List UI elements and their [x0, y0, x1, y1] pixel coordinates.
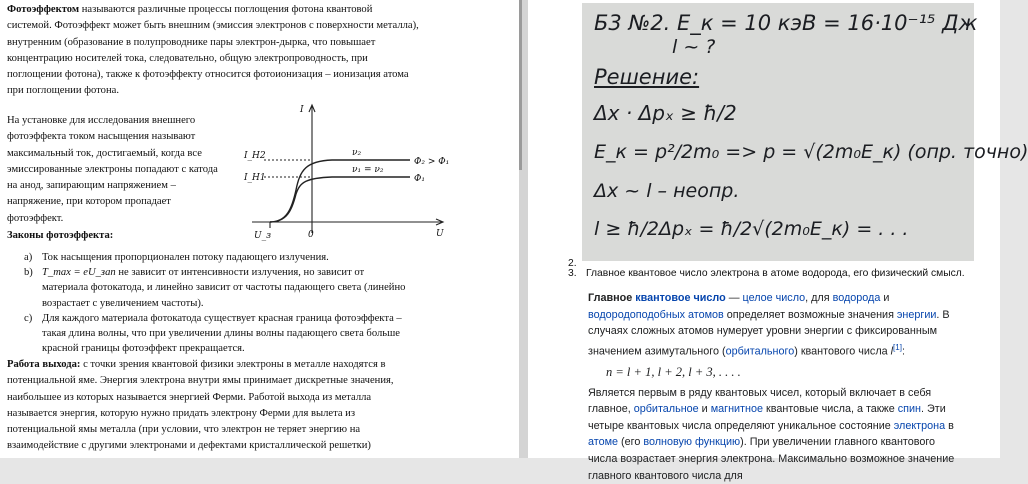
link-hydrogen[interactable]: водорода	[832, 292, 881, 304]
list-marker: a)	[24, 252, 33, 263]
work-text: с точки зрения квантовой физики электроны в металле находятся в потенциальной яме. Энергия электрона внутри ямы принимает дискретные значения, наибольшее из которых называется энергией Ферми. Работой выхода из металла называется энергия, которую нужно придать электрону Ферми для вылета из потенциальной ямы металла (при условии, что электрон не теряет энергию на взаимодействие с другими электронами и дефектами кристаллической решетки)	[7, 359, 394, 452]
board-line-energy: E_к = p²/2m₀ => p = √(2m₀E_к) (опр. точно)	[594, 141, 1028, 163]
wiki-text: ) квантового числа	[794, 345, 888, 358]
laws-heading	[7, 228, 113, 244]
term-work-function: Работа выхода:	[7, 359, 81, 370]
wiki-text: квантовые числа, а также	[765, 403, 895, 416]
board-line-task: Б3 №2. E_к = 10 кэВ = 16·10⁻¹⁵ Дж	[594, 11, 978, 35]
wiki-text: , для	[805, 292, 830, 304]
wiki-text: в	[948, 419, 954, 432]
flux-bottom-label: Φ₁	[414, 174, 425, 184]
wiki-paragraph-1	[588, 290, 966, 360]
curve-mid-label: ν₁ = ν₂	[352, 165, 384, 175]
law-text: Ток насыщения пропорционален потоку падающего излучения.	[42, 252, 329, 263]
intro-text: называются различные процессы поглощения фотона квантовой системой. Фотоэффект может быть внешним (эмиссия электронов с поверхности металла), внутренним (образование в полупроводнике пары электрон-дырка, что повышает концентрацию носителей тока, следовательно, общую электропроводность, при поглощении фотона), также к фотоэффекту относится фотоионизация – ионизация атома при поглощении фотона.	[7, 4, 419, 97]
list-item	[7, 265, 412, 311]
ih2-label: I_H2	[244, 151, 266, 161]
wiki-text: и	[883, 292, 890, 304]
axis-u-label: U	[436, 229, 444, 239]
link-hydrogen-like-atoms[interactable]: водородоподобных атомов	[588, 308, 724, 321]
axis-i-label: I	[300, 105, 304, 115]
link-quantum-number[interactable]: квантовое число	[635, 292, 726, 304]
wiki-text: и	[701, 403, 708, 416]
list-marker: b)	[24, 267, 33, 279]
wiki-text: :	[901, 345, 905, 358]
law-formula: T_max = eU_зап	[42, 267, 116, 279]
scrollbar[interactable]	[519, 0, 522, 170]
footnote-link[interactable]: [1]	[893, 342, 902, 352]
list-item	[7, 311, 412, 357]
wiki-formula: n = l + 1, l + 2, l + 3, . . . .	[606, 364, 741, 379]
board-line-solution: Решение:	[594, 65, 700, 89]
laws-title: Законы фотоэффекта:	[7, 230, 114, 241]
whiteboard-photo	[582, 3, 1028, 261]
link-integer[interactable]: целое число	[742, 292, 806, 304]
flux-top-label: Φ₂ > Φ₁	[414, 157, 450, 167]
board-line-result: l ≥ ħ/2Δpₓ = ħ/2√(2m₀E_к) = . . .	[594, 218, 909, 240]
origin-label: 0	[308, 230, 314, 240]
list-marker: c)	[24, 312, 33, 324]
wiki-text: (его	[621, 436, 641, 449]
wiki-text: . В случаях сложных атомов нумерует уровни энергии с фиксированным значением азимутального (	[588, 308, 950, 358]
laws-list	[7, 250, 412, 356]
u-stop-label: U_з	[254, 231, 271, 241]
curve-upper	[270, 160, 410, 222]
link-atom[interactable]: атоме	[588, 436, 619, 449]
wiki-text: . Эти четыре квантовых числа определяют уникальное состояние	[588, 403, 946, 432]
ih1-label: I_H1	[244, 173, 266, 183]
wiki-symbol-l: l	[890, 345, 894, 358]
setup-text: На установке для исследования внешнего фотоэффекта током насыщения называют максимальный ток, достигаемый, когда все эмиссированные электроны попадают с катода на анод, запирающим напряжением – напряжение, при котором пропадает фотоэффект.	[7, 115, 218, 224]
link-magnetic[interactable]: магнитное	[710, 403, 763, 416]
link-spin[interactable]: спин	[897, 403, 922, 416]
board-line-uncertainty: Δx · Δpₓ ≥ ħ/2	[594, 101, 737, 125]
curve-top-label: ν₂	[352, 148, 362, 158]
wiki-text: определяет возможные значения	[726, 308, 894, 321]
photocurrent-graph	[242, 98, 452, 248]
setup-paragraph	[7, 113, 227, 227]
list-item-2-number: 2.	[568, 258, 577, 269]
law-text: Для каждого материала фотокатода существует красная граница фотоэффекта – такая длина волны, что при увеличении длины волны падающего света больше красной границы фотоэффект прекращается.	[42, 312, 402, 355]
law-text: не зависит от интенсивности излучения, но зависит от материала фотокатода, и линейно зависит от частоты падающего света (линейно возрастает с увеличением частоты).	[42, 267, 406, 309]
link-orbital[interactable]: орбитального	[725, 345, 795, 358]
wiki-text: Является первым в ряду квантовых чисел, который включает в себя главное,	[588, 386, 932, 416]
link-energy[interactable]: энергии	[896, 308, 937, 321]
link-electron[interactable]: электрона	[893, 419, 946, 432]
link-orbital-number[interactable]: орбитальное	[633, 403, 699, 416]
list-item-3-heading: Главное квантовое число электрона в атоме водорода, его физический смысл.	[586, 268, 965, 279]
wiki-text: ). При увеличении главного квантового числа возрастает энергия электрона. Максимально возможное значение главного квантового числа для	[588, 436, 955, 482]
curve-lower	[270, 177, 410, 222]
work-function-paragraph	[7, 357, 419, 455]
wiki-paragraph-2	[588, 385, 966, 484]
list-item	[7, 250, 412, 265]
term-photoeffect: Фотоэффектом	[7, 4, 80, 15]
board-line-question: l ~ ?	[672, 36, 716, 58]
wiki-dash: —	[728, 292, 740, 304]
intro-paragraph	[7, 2, 419, 100]
wiki-bold-term: Главное	[588, 292, 633, 304]
board-line-dx: Δx ~ l – неопр.	[594, 180, 740, 202]
link-wave-function[interactable]: волновую функцию	[643, 436, 741, 449]
wiki-excerpt	[588, 290, 966, 484]
list-item-3-number: 3.	[568, 268, 577, 279]
